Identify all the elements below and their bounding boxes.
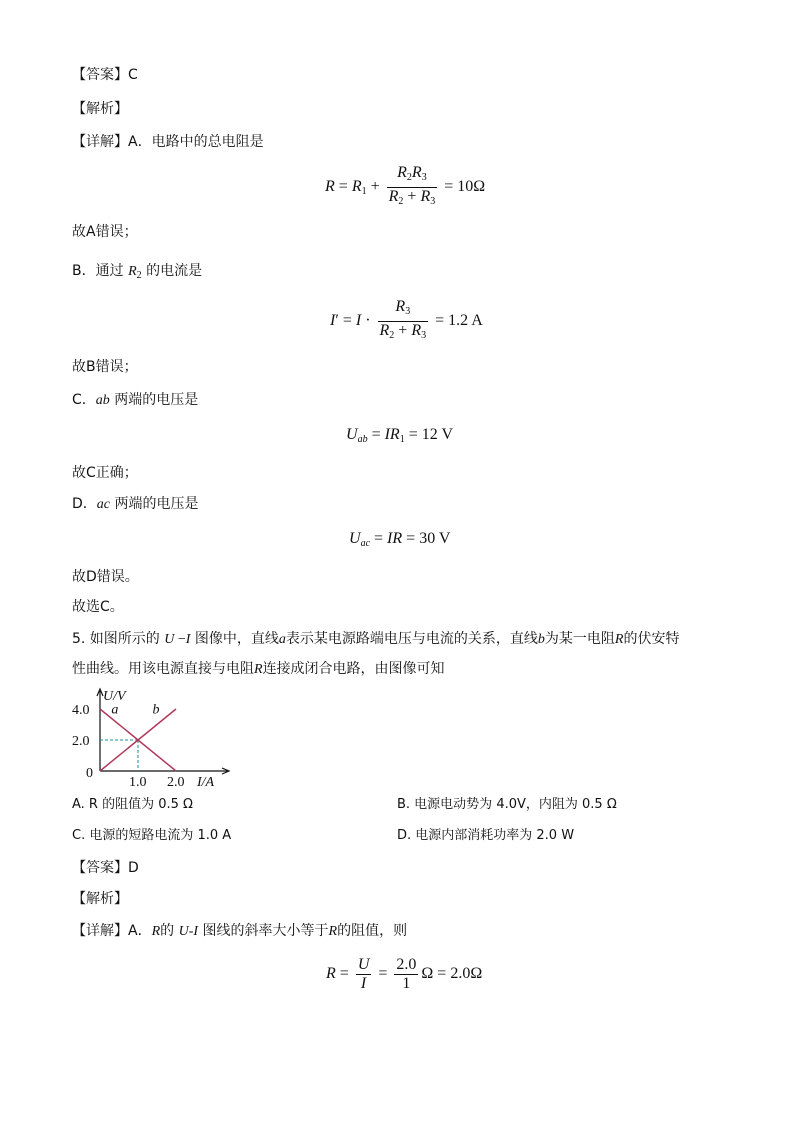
answer-line-1 — [72, 65, 138, 85]
x-tick-label: 2.0 — [167, 775, 185, 790]
choose-line: 故选C。 — [72, 599, 124, 615]
current-value: 1.2 — [448, 312, 469, 330]
origin-label: 0 — [86, 766, 93, 781]
equation-current: I′ = I · $\frac{R_3}{R_2 + R_3}$ = 1.2 A — [330, 298, 483, 341]
b-line: B．通过 $R_2$ 的电流是 — [72, 263, 203, 281]
total-resistance-value: 10Ω — [457, 178, 486, 196]
option-b[interactable]: B. 电源电动势为 4.0V，内阻为 0.5 Ω — [397, 797, 617, 812]
answer-line-2 — [72, 858, 139, 878]
analysis-heading-2: 【解析】 — [72, 891, 128, 907]
option-c[interactable]: C. 电源的短路电流为 1.0 A — [72, 828, 232, 843]
a-wrong-line: 故A错误； — [72, 224, 138, 240]
d-line: D．ac 两端的电压是 — [72, 496, 199, 512]
d-wrong-line: 故D错误。 — [72, 569, 139, 585]
question-5-line-2: 性曲线。用该电源直接与电阻R连接成闭合电路，由图像可知 — [72, 661, 445, 677]
y-tick-label: 2.0 — [72, 734, 90, 749]
question-5-line-1: 5. 如图所示的 U −I 图像中，直线a表示某电源路端电压与电流的关系，直线b为某一电阻R的伏安特 — [72, 631, 680, 647]
equation-voltage-ab: $U_{ab} = IR_1 = 12$ V — [346, 426, 454, 445]
series-label-b: b — [152, 702, 160, 718]
x-axis-label: I/A — [197, 775, 215, 790]
equation-resistance-final: R = $\frac{U}{I}$ = $\frac{2.0}{1}$ Ω = 2.0Ω — [326, 956, 483, 992]
option-d[interactable]: D. 电源内部消耗功率为 2.0 W — [397, 828, 575, 843]
option-a[interactable]: A. R 的阻值为 0.5 Ω — [72, 797, 193, 812]
analysis-heading-1: 【解析】 — [72, 101, 128, 117]
equation-total-resistance: $R = R_1$ + $\frac{R_2R_3}{R_2 + R_3}$ = 10Ω — [325, 164, 486, 207]
c-correct-line: 故C正确； — [72, 465, 138, 481]
detail-2-line: 【详解】A．R的 U-I 图线的斜率大小等于R的阻值，则 — [72, 923, 408, 939]
answer-label: 【答案】D — [72, 860, 139, 876]
detail-a-line: 【详解】A．电路中的总电阻是 — [72, 134, 264, 150]
x-tick-label: 1.0 — [129, 775, 147, 790]
y-tick-label: 4.0 — [72, 703, 90, 718]
c-line: C．ab 两端的电压是 — [72, 392, 199, 408]
final-resistance-value: 2.0Ω — [450, 965, 483, 983]
series-label-a: a — [111, 702, 119, 718]
equation-voltage-ac: $U_{ac}$ = IR = 30 V — [349, 530, 451, 549]
u-i-graph — [70, 685, 240, 795]
y-axis-label: U/V — [103, 689, 126, 704]
b-wrong-line: 故B错误； — [72, 359, 138, 375]
voltage-ac-value: 30 — [419, 530, 436, 547]
answer-label: 【答案】C — [72, 67, 138, 83]
voltage-ab-value: 12 — [421, 426, 438, 443]
